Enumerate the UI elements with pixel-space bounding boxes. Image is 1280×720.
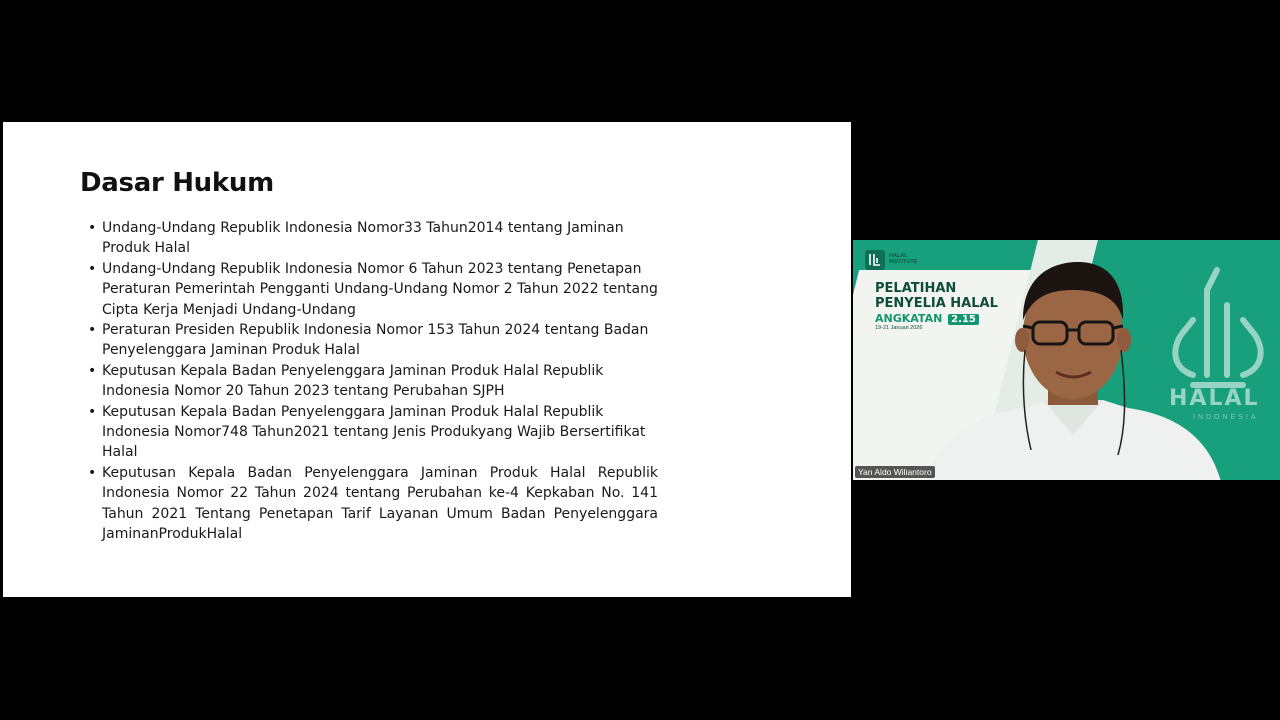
slide-title: Dasar Hukum — [80, 168, 274, 198]
halal-brand-word: HALAL — [1169, 386, 1260, 411]
participant-avatar — [913, 250, 1233, 480]
event-title: PELATIHAN PENYELIA HALAL — [875, 281, 998, 311]
list-item: • Keputusan Kepala Badan Penyelenggara Jaminan Produk Halal Republik Indonesia Nomor748 Tahun2021 tentang Jenis Produkyang Wajib Bersertifikat Halal — [88, 402, 658, 463]
shared-slide — [3, 122, 851, 597]
participant-video-tile[interactable] — [853, 240, 1280, 480]
list-item: • Keputusan Kepala Badan Penyelenggara Jaminan Produk Halal Republik Indonesia Nomor 20 Tahun 2023 tentang Perubahan SJPH — [88, 361, 658, 402]
event-date: 19-21 Januari 2026 — [875, 325, 923, 331]
event-batch-label: ANGKATAN — [875, 312, 943, 325]
list-item: • Undang-Undang Republik Indonesia Nomor 6 Tahun 2023 tentang Penetapan Peraturan Pemerintah Pengganti Undang-Undang Nomor 2 Tahun 2022 tentang Cipta Kerja Menjadi Undang-Undang — [88, 259, 658, 320]
logo-text: HALAL INSTITUTE — [889, 253, 918, 265]
list-item: • Keputusan Kepala Badan Penyelenggara Jaminan Produk Halal Republik Indonesia Nomor 22 Tahun 2024 tentang Perubahan ke-4 Kepkaban No. 141 Tahun 2021 Tentang Penetapan Tarif Layanan Umum Badan Penyelenggara JaminanProdukHalal — [88, 463, 658, 545]
list-item: • Peraturan Presiden Republik Indonesia Nomor 153 Tahun 2024 tentang Badan Penyelenggara Jaminan Produk Halal — [88, 320, 658, 361]
halal-institute-logo-icon — [865, 250, 885, 270]
event-batch-number: 2.15 — [948, 314, 979, 325]
halal-brand-sub: INDONESIA — [1193, 414, 1259, 421]
legal-basis-list — [88, 218, 658, 545]
list-item: • Undang-Undang Republik Indonesia Nomor33 Tahun2014 tentang Jaminan Produk Halal — [88, 218, 658, 259]
participant-name-label: Yan Aldo Wiliantoro — [855, 466, 935, 478]
